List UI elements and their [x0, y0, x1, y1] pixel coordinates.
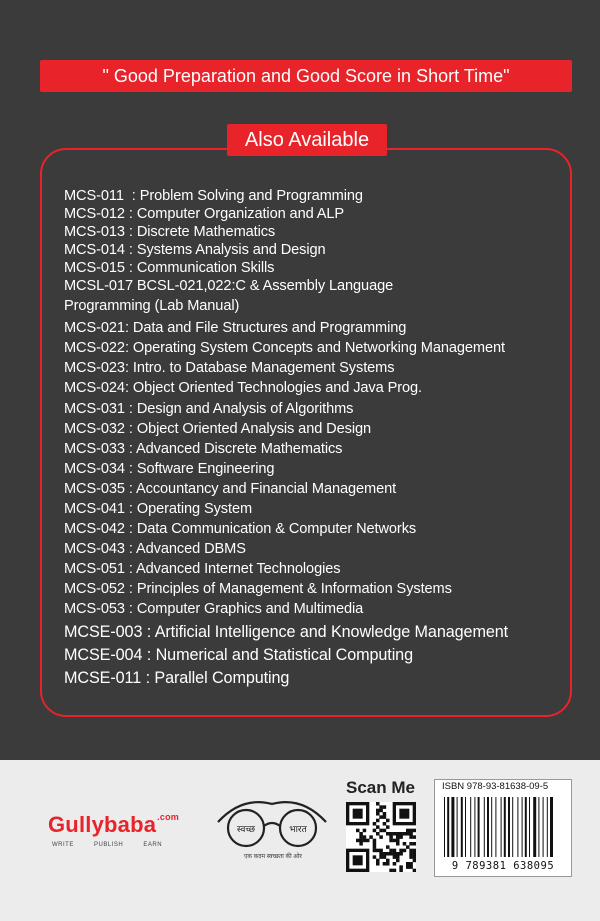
course-code: MCS-021 [64, 320, 125, 336]
barcode [440, 795, 566, 859]
course-title: Operating System [136, 501, 253, 517]
swachh-bharat-glasses-icon [212, 790, 332, 860]
course-separator: : [124, 481, 137, 497]
course-item [64, 401, 353, 417]
brand-tagline: WRITE [52, 842, 74, 848]
course-code: MCSL-017 BCSL-021,022:C & Assembly Language [64, 278, 394, 294]
course-separator: : [124, 320, 133, 336]
course-title: Operating System Concepts and Networking Management [132, 340, 505, 356]
course-separator: : [124, 380, 133, 396]
course-separator: : [124, 561, 137, 577]
course-code: MCS-014 [64, 242, 125, 258]
course-item [64, 581, 452, 597]
brand-name: Gullybaba [48, 812, 157, 837]
course-item [64, 623, 508, 642]
course-code: MCS-031 [64, 401, 125, 417]
course-separator: : [124, 501, 137, 517]
course-separator: : [142, 623, 155, 641]
course-code: MCS-011 [64, 188, 124, 204]
course-separator: : [123, 188, 140, 204]
course-item [64, 501, 252, 517]
course-item [64, 320, 406, 336]
course-code: MCS-032 [64, 421, 125, 437]
course-separator: : [124, 461, 137, 477]
course-item [64, 421, 371, 437]
course-separator: : [124, 360, 133, 376]
course-title: Problem Solving and Programming [139, 188, 363, 204]
course-title: Artificial Intelligence and Knowledge Management [154, 623, 509, 641]
course-item [64, 561, 340, 577]
course-code: MCSE-004 [64, 646, 143, 664]
course-item [64, 340, 505, 356]
swachh-right-word: भारत [289, 825, 307, 835]
course-separator: : [124, 581, 137, 597]
course-code: MCS-043 [64, 541, 125, 557]
course-code: MCSE-011 [64, 669, 142, 687]
course-code: MCS-023 [64, 360, 125, 376]
course-separator: : [124, 340, 133, 356]
course-item [64, 441, 342, 457]
course-separator: : [124, 521, 137, 537]
course-separator: : [124, 242, 137, 258]
brand-tagline: PUBLISH [94, 842, 124, 848]
course-separator: : [124, 441, 137, 457]
course-item [64, 206, 344, 222]
course-code: MCS-012 [64, 206, 125, 222]
course-item [64, 360, 394, 376]
course-code: MCS-013 [64, 224, 125, 240]
course-code: MCS-022 [64, 340, 125, 356]
course-item [64, 278, 393, 294]
isbn-label: ISBN 978-93-81638-09-5 [442, 781, 549, 792]
course-item [64, 224, 275, 240]
course-code: MCS-052 [64, 581, 125, 597]
course-code: MCS-024 [64, 380, 125, 396]
course-code: MCS-051 [64, 561, 125, 577]
qr-code[interactable] [346, 802, 416, 872]
course-item [64, 242, 326, 258]
course-title: Numerical and Statistical Computing [155, 646, 413, 664]
course-code: MCS-033 [64, 441, 125, 457]
course-code: MCS-041 [64, 501, 125, 517]
course-separator: : [124, 541, 137, 557]
course-separator: : [124, 601, 137, 617]
course-title: Object Oriented Analysis and Design [136, 421, 372, 437]
course-title: Systems Analysis and Design [136, 242, 326, 258]
gullybaba-logo [48, 812, 179, 838]
course-item [64, 541, 246, 557]
course-code: MCS-042 [64, 521, 125, 537]
course-title: Intro. to Database Management Systems [132, 360, 395, 376]
course-separator: : [124, 206, 137, 222]
course-code: Programming (Lab Manual) [64, 298, 240, 314]
course-separator: : [141, 669, 155, 687]
course-item [64, 521, 416, 537]
course-code: MCS-035 [64, 481, 125, 497]
scan-me-label: Scan Me [346, 778, 415, 797]
course-title: Object Oriented Technologies and Java Prog. [132, 380, 422, 396]
course-item [64, 481, 396, 497]
course-title: Design and Analysis of Algorithms [136, 401, 354, 417]
course-code: MCS-053 [64, 601, 125, 617]
course-title: Advanced Discrete Mathematics [136, 441, 343, 457]
course-title: Data Communication & Computer Networks [136, 521, 417, 537]
course-title: Software Engineering [136, 461, 275, 477]
tagline-banner: " Good Preparation and Good Score in Short Time" [40, 60, 572, 92]
course-title: Principles of Management & Information Systems [136, 581, 452, 597]
isbn-digits: 9 789381 638095 [451, 860, 555, 872]
course-item [64, 260, 274, 276]
course-separator: : [124, 260, 137, 276]
course-title: Advanced Internet Technologies [136, 561, 341, 577]
course-item [64, 298, 239, 314]
course-title: Accountancy and Financial Management [136, 481, 397, 497]
course-separator: : [142, 646, 156, 664]
course-code: MCSE-003 [64, 623, 143, 641]
swachh-left-word: स्वच्छ [236, 825, 256, 835]
course-title: Parallel Computing [154, 669, 290, 687]
course-item [64, 601, 363, 617]
course-separator: : [124, 224, 137, 240]
course-title: Computer Organization and ALP [136, 206, 345, 222]
section-title: Also Available [227, 124, 387, 156]
course-code: MCS-015 [64, 260, 125, 276]
course-item [64, 380, 422, 396]
course-item [64, 461, 274, 477]
course-title: Data and File Structures and Programming [132, 320, 407, 336]
brand-tagline: EARN [143, 842, 163, 848]
brand-tld: .com [157, 812, 179, 822]
brand-taglines [52, 842, 180, 848]
course-title: Discrete Mathematics [136, 224, 276, 240]
course-item [64, 646, 413, 665]
course-title: Computer Graphics and Multimedia [136, 601, 364, 617]
course-title: Communication Skills [136, 260, 275, 276]
swachh-caption: एक कदम स्वच्छता की ओर [244, 854, 302, 860]
course-separator: : [124, 421, 137, 437]
course-title: Advanced DBMS [136, 541, 246, 557]
course-item [64, 188, 363, 204]
course-separator: : [124, 401, 137, 417]
course-code: MCS-034 [64, 461, 125, 477]
course-item [64, 669, 289, 688]
